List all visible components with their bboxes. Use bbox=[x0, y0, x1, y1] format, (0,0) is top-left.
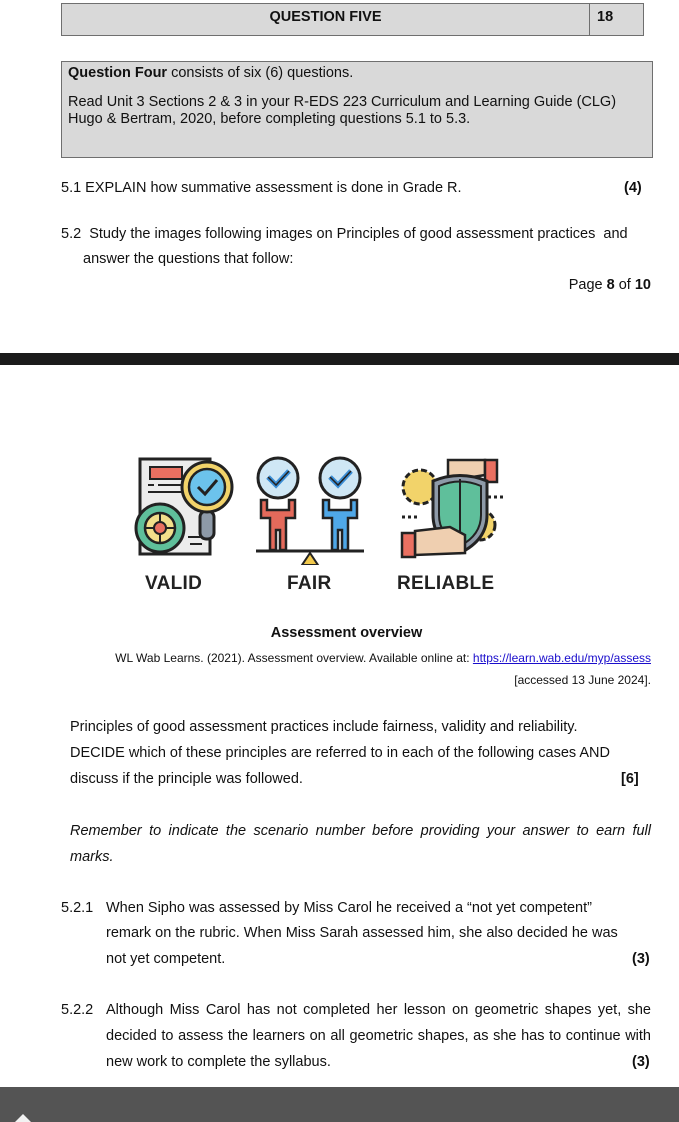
scroll-up-icon[interactable] bbox=[14, 1114, 32, 1122]
question-5-2-1-line-2: remark on the rubric. When Miss Sarah assessed him, she also decided he was bbox=[106, 925, 618, 941]
question-5-2-2-marks: (3) bbox=[632, 1054, 650, 1070]
assessment-principles-figure bbox=[130, 455, 510, 565]
shield-hands-gears-icon bbox=[402, 460, 506, 557]
question-5-1-marks: (4) bbox=[624, 180, 642, 196]
question-5-2-1-marks: (3) bbox=[632, 951, 650, 967]
question-total-marks: 18 bbox=[597, 9, 614, 25]
page-prefix: Page bbox=[568, 277, 607, 293]
question-5-2-2-line-3: new work to complete the syllabus. bbox=[106, 1054, 331, 1070]
label-valid: VALID bbox=[145, 573, 203, 594]
page-of: of bbox=[614, 277, 635, 293]
question-5-2-2-number: 5.2.2 bbox=[61, 1002, 94, 1018]
question-5-2-line-1: 5.2 Study the images following images on Principles of good assessment practices and bbox=[61, 226, 628, 242]
question-5-2-2-line-1: Although Miss Carol has not completed her lesson on geometric shapes yet, she bbox=[106, 1002, 651, 1018]
citation-accessed: [accessed 13 June 2024]. bbox=[514, 673, 651, 687]
info-bold-lead: Question Four bbox=[68, 65, 168, 81]
question-5-2-1-line-3: not yet competent. bbox=[106, 951, 226, 967]
page-current: 8 bbox=[606, 277, 615, 293]
balance-people-icon bbox=[256, 458, 364, 565]
page-break-divider bbox=[0, 353, 679, 365]
question-5-2-1-number: 5.2.1 bbox=[61, 900, 94, 916]
question-5-1-text: 5.1 EXPLAIN how summative assessment is done in Grade R. bbox=[61, 180, 462, 196]
reminder-line-2: marks. bbox=[70, 849, 114, 865]
citation-text: WL Wab Learns. (2021). Assessment overview. Available online at: bbox=[115, 651, 473, 665]
figure-citation bbox=[70, 650, 651, 667]
question-5-2-line-2: answer the questions that follow: bbox=[83, 251, 294, 267]
figure-caption: Assessment overview bbox=[270, 625, 423, 641]
question-5-2-2-line-2: decided to assess the learners on all geometric shapes, as she has to continue with bbox=[106, 1028, 651, 1044]
question-title: QUESTION FIVE bbox=[62, 4, 590, 35]
info-line-2: Read Unit 3 Sections 2 & 3 in your R-EDS 223 Curriculum and Learning Guide (CLG) bbox=[68, 94, 617, 110]
label-fair: FAIR bbox=[287, 573, 332, 594]
question-header bbox=[61, 3, 644, 36]
info-line-3: Hugo & Bertram, 2020, before completing questions 5.1 to 5.3. bbox=[68, 111, 471, 127]
magnifier-document-gear-icon bbox=[136, 459, 232, 554]
instructions-marks: [6] bbox=[621, 771, 639, 787]
page-number bbox=[450, 277, 651, 294]
viewer-bottom-bar bbox=[0, 1087, 679, 1122]
question-5-2-1-line-1: When Sipho was assessed by Miss Carol he received a “not yet competent” bbox=[106, 900, 592, 916]
instructions-line-2: DECIDE which of these principles are referred to in each of the following cases AND bbox=[70, 745, 610, 761]
page-total: 10 bbox=[634, 277, 651, 293]
instructions-line-3: discuss if the principle was followed. bbox=[70, 771, 303, 787]
info-line-1-rest: consists of six (6) questions. bbox=[167, 65, 354, 81]
instructions-line-1: Principles of good assessment practices include fairness, validity and reliability. bbox=[70, 719, 578, 735]
reminder-line-1: Remember to indicate the scenario number before providing your answer to earn full bbox=[70, 823, 651, 839]
citation-link[interactable]: https://learn.wab.edu/myp/assess bbox=[472, 651, 651, 665]
instructions-box bbox=[61, 61, 653, 158]
label-reliable: RELIABLE bbox=[397, 573, 495, 594]
info-line-1 bbox=[68, 65, 646, 82]
